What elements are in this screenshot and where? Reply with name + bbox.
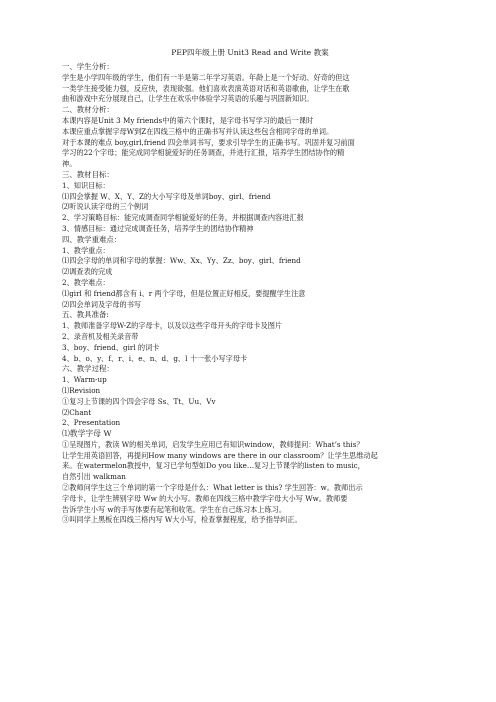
- section-heading-student-analysis: 一、学生分析：: [62, 62, 114, 71]
- paragraph-line: 学习的22个字母；能完成同学相貌爱好的任务调查，并进行汇报，培养学生团结协作的精: [62, 148, 345, 158]
- list-item: ⑵调查表的完成: [62, 267, 113, 277]
- list-item: 2、学习策略目标：能完成调查同学相貌爱好的任务，并根据调查内容进汇报: [62, 213, 304, 223]
- paragraph-line: ③叫同学上黑板在四线三格内写 W大小写，检查掌握程度，给予指导纠正。: [62, 515, 302, 525]
- section-heading-objectives: 三、教材目标：: [62, 169, 114, 179]
- list-item: 1、Warm-up: [62, 375, 107, 385]
- list-item: ⑵四会单词及字母的书写: [62, 299, 142, 309]
- list-item: 3、情感目标：通过完成调查任务，培养学生的团结协作精神: [62, 223, 254, 233]
- list-item: 1、教学重点：: [62, 245, 110, 255]
- list-item: 3、boy、friend、girl 的词卡: [62, 342, 160, 352]
- list-item: ⑴girl 和 friend都含有 i、r 两个字母，但是位置正好相反，要提醒学生注意: [62, 288, 306, 298]
- document-body: [62, 62, 438, 526]
- document-title: PEP四年级上册 Unit3 Read and Write 教案: [171, 48, 329, 57]
- paragraph-line: 学生是小学四年级的学生，他们有一半是第二年学习英语。年龄上是一个好动、好奇的但这: [62, 72, 350, 82]
- paragraph-line: 告诉学生小写 w的手写体要有起笔和收笔。学生在自己练习本上练习。: [62, 504, 287, 514]
- list-item: 2、教学难点：: [62, 277, 110, 287]
- list-item: 4、b、o、y、f、r、i、e、n、d、g、l 十一张小写字母卡: [62, 353, 248, 363]
- paragraph-line: 一类学生接受能力强，反应快，表现欲强。他们喜欢表演英语对话和英语歌曲，让学生在歌: [62, 83, 350, 93]
- list-item: ⑵Chant: [62, 407, 92, 417]
- paragraph-line: 自然引出 walkman: [62, 472, 126, 482]
- paragraph-line: ②教师问学生这三个单词的第一个字母是什么：What letter is this? 学生回答：w。教师出示: [62, 483, 363, 493]
- list-item: ①复习上节课的四个四会字母 Ss、Tt、Uu、Vv: [62, 396, 216, 406]
- paragraph-line: 让学生用英语回答，再提问How many windows are there in our classroom？让学生思维动起: [62, 450, 378, 460]
- paragraph-line: 本课应重点掌握字母W到Z在四线三格中的正确书写并认读这些包含相同字母的单词。: [62, 126, 334, 136]
- paragraph-line: 神。: [62, 159, 77, 169]
- list-item: ⑵听说认读字母的三个例词: [62, 202, 149, 212]
- document-page: [62, 48, 438, 526]
- list-item: 1、教师准备字母W-Z的字母卡，以及以这些字母开头的字母卡及图片: [62, 321, 283, 331]
- section-heading-materials: 五、教具准备:: [62, 310, 109, 320]
- section-heading-material-analysis: 二、教材分析：: [62, 105, 114, 115]
- paragraph-line: 来。在watermelon教授中，复习已学句型如Do you like…复习上节课学的listen to music，: [62, 461, 365, 471]
- paragraph-line: 对于本课的难点 boy,girl,friend 四会单词书写，要求引导学生的正确书写。巩固并复习前面: [62, 137, 355, 147]
- section-heading-procedure: 六、教学过程：: [62, 364, 114, 374]
- list-item: 2、录音机及相关录音带: [62, 331, 139, 341]
- list-item: ⑴四会掌握 W、X、Y、Z的大小写字母及单词boy、girl、friend: [62, 191, 271, 201]
- paragraph-line: 字母卡，让学生辨别字母 Ww 的大小写。教师在四线三格中教学字母大小写 Ww。教师要: [62, 493, 348, 503]
- list-item: ⑴四会字母的单词和字母的掌握：Ww、Xx、Yy、Zz、boy、girl、friend: [62, 256, 301, 266]
- section-heading-key-points: 四、教学重难点：: [62, 234, 122, 244]
- paragraph-line: ①呈现图片，教读 W的相关单词，启发学生应用已有知识window，教师提问：What’s this？: [62, 439, 364, 449]
- list-item: ⑴Revision: [62, 385, 101, 395]
- paragraph-line: 曲和游戏中充分展现自己，让学生在欢乐中体验学习英语的乐趣与巩固新知识。: [62, 94, 314, 104]
- list-item: 2、Presentation: [62, 418, 121, 428]
- list-item: ⑴教学字母 W: [62, 429, 112, 439]
- paragraph-line: 本课内容是Unit 3 My friends中的第六个课时，是字母书写学习的最后一课时: [62, 115, 314, 125]
- list-item: 1、知识目标：: [62, 180, 110, 190]
